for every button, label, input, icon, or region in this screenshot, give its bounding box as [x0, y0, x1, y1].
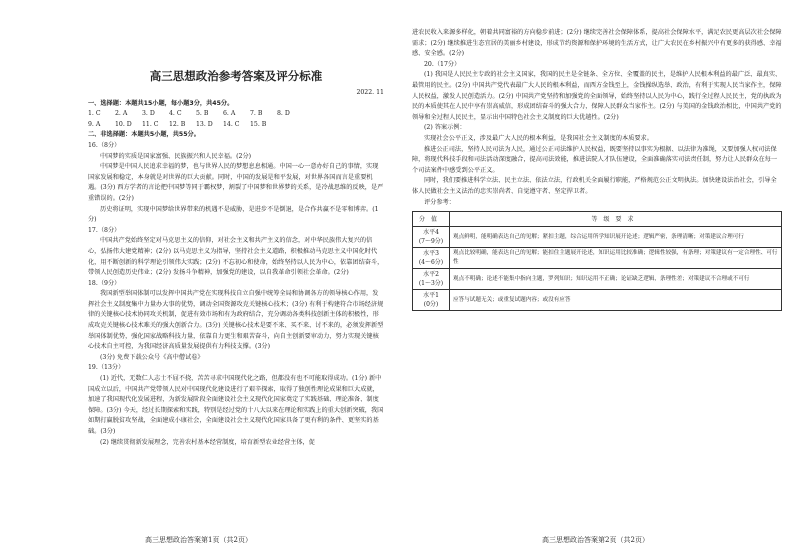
level: 水平2	[423, 271, 439, 279]
date: 2022. 11	[356, 89, 384, 96]
document-title: 高三思想政治参考答案及评分标准	[149, 69, 323, 83]
criteria-cell: 观点不明确；论述不能集中指向主题，罗列知识；知识运用不正确；论证缺乏逻辑，条理性差；对策建议不合理或不可行	[450, 269, 782, 290]
q18-head: 18.（9分）	[88, 279, 121, 287]
answer-row-1	[88, 109, 384, 120]
answer: 2. A	[115, 110, 128, 118]
page-right	[397, 0, 794, 558]
q16-para: 历史将证明，实现中国梦给世界带来的机遇不是威胁，是进步不是倒退，是合作共赢不是零和博弈。(1分)	[88, 205, 379, 224]
table-header-row	[413, 212, 782, 227]
table-header: 分值	[413, 212, 450, 227]
q16-para: 中国梦的实质是国家富强、民族振兴和人民幸福。(2分)	[100, 152, 252, 160]
q20-para: 同时，我们要推进科学立法、民主立法、依法立法，行政机关全面履行职能，严格规范公正文明执法。加快建设法治社会，引导全体人民做社会主义法治的忠实崇尚者、自觉遵守者、坚定捍卫者。	[412, 177, 777, 195]
q20-para: 推进公正司法，坚持人民司法为人民，通过公正司法维护人民权益，既要坚持以事实为根据、以法律为准绳，又要加强人权司法保障，将现代科技手段和司法活动深度融合，提高司法效能，推进法院人才队伍建设，全面准确落实司法责任制，努力让人民群众在每一个司法案件中感受到公平正义。	[412, 145, 778, 174]
answer: 7. B	[250, 110, 263, 118]
answer-row-2	[88, 120, 384, 131]
footer-right: 高三思想政治答案第2页（共2页）	[542, 536, 649, 544]
q20-para: (1) 我国是人民民主专政的社会主义国家，我国的民主是全链条、全方位、全覆盖的民主，是维护人民根本利益的最广泛、最真实、最管用的民主。(2分) 中国共产党代表最广大人民的根本利益，而西方金钱至上，金钱操纵选举、政治，有利于实现人民当家作主，保障人民权益，激发人民创造活力。(2分) 中国共产党坚持和加强党的全面领导，始终坚持以人民为中心，践行全过程人民民主，党的执政为民的本质使其在人民中享有崇高威信，形成团结奋斗的强大合力，保障人民群众当家作主。(2分) 与美国的金钱政治相比，中国共产党的领导和全过程人民民主，显示出中国特色社会主义制度的巨大优越性。(2分)	[412, 71, 782, 121]
level-cell	[413, 269, 450, 290]
answer: 13. D	[196, 120, 213, 128]
score: (0分)	[423, 301, 439, 309]
level: 水平4	[423, 229, 439, 237]
answer: 9. A	[88, 120, 101, 128]
answer: 5. B	[196, 110, 209, 118]
score: (1～3分)	[418, 280, 444, 288]
q16-para: 中国梦是中国人民追求幸福的梦，也与世界人民的梦想息息相通。中国一心一意办好自己的事情，实现国家发展和稳定，本身就是对世界的巨大贡献。同时，中国的发展是和平发展，对世界各国而言是重要机遇。(3分) 西方学者的言论把中国梦等同于霸权梦，割裂了中国梦和世界梦的关系，是冷战思维的反映，是严重错误的。(2分)	[88, 163, 384, 202]
answer: 1. C	[88, 110, 101, 118]
table-header: 等级要求	[450, 212, 782, 227]
section1-heading: 一、选择题：本题共15小题，每小题3分，共45分。	[88, 99, 234, 107]
q18-para: (3分) 免费下载公众号《高中僧试卷》	[100, 353, 204, 361]
q16-head: 16.（8分）	[88, 141, 121, 149]
section2-heading: 二、非选择题：本题共5小题，共55分。	[88, 131, 200, 139]
level-cell	[413, 227, 450, 248]
q17-head: 17.（8分）	[88, 226, 121, 234]
table-row	[413, 269, 782, 290]
level: 水平3	[423, 250, 439, 258]
q20-head: 20.（17分）	[424, 60, 461, 68]
q19-para: (1) 近代，无数仁人志士不屈不挠，苦苦寻求中国现代化之路，但都没有也不可能取得成功。(1分) 新中国成立以后，中国共产党带领人民对中国现代化建设进行了艰辛探索，取得了独创性理论成果和巨大成就，加速了我国现代化发展进程，为新发展阶段全面建设社会主义现代化国家奠定了实践基础、理论准备、制度保障。(3分) 今天，经过长期探索和实践，特别是经过党的十八大以来在理论和实践上的重大创新突破，我国如期打赢脱贫攻坚战，全面建成小康社会，全面建设社会主义现代化国家具备了更有利的条件、更坚实的基础。(3分)	[88, 375, 384, 435]
footer-left: 高三思想政治答案第1页（共2页）	[145, 536, 252, 544]
right-column	[412, 28, 782, 311]
answer: 6. A	[223, 110, 236, 118]
q18-para: 我国新型举国体制可以发挥中国共产党在实现科技自立自强中统筹全局和协调各方的领导核心作用，发挥社会主义制度集中力量办大事的优势，调动全国资源攻克关键核心技术；(3分) 有利于构建符合市场经济规律的关键核心技术协同攻关机制，促进有效市场和有为政府结合，充分调动各类科技创新主体的积极性，形成攻克关键核心技术难关的强大创新合力。(3分) 关键核心技术是要不来、买不来、讨不来的，必须发挥新型举国体制优势，强化国家战略科技力量，依靠自力更生和艰苦奋斗，向自主创新要审动力，努力实现关键核心技术自主可控，为我国经济高质量发展提供有力科技支撑。(3分)	[88, 290, 384, 351]
table-row	[413, 227, 782, 248]
level-cell	[413, 290, 450, 311]
answer: 11. C	[142, 120, 159, 128]
q17-para: 中国共产党始终坚定对马克思主义的信仰，对社会主义和共产主义的信念，对中华民族伟大复兴的信心，弘扬伟大建党精神；(2分) 以马克思主义为指导，坚持社会主义道路，积极推动马克思主义中国化时代化，用不断创新的科学理论引领伟大实践；(2分) 不忘初心和使命，始终坚持以人民为中心，依靠团结奋斗，带领人民创造历史伟业；(2分) 发扬斗争精神，加强党的建设，以自我革命引领社会革命。(2分)	[88, 237, 384, 277]
level: 水平1	[423, 292, 439, 300]
level-cell	[413, 248, 450, 269]
score: (4～6分)	[418, 259, 444, 267]
score: (7～9分)	[418, 238, 444, 246]
q20-para: 评分参考：	[424, 198, 455, 206]
q19-head: 19.（13分）	[88, 364, 125, 372]
criteria-cell: 观点鲜明，能明确表达自己的见解；紧扣主题，综合运用所学知识展开论述；逻辑严密，条理清晰；对策建议合理可行	[450, 227, 782, 248]
scoring-table	[412, 211, 782, 311]
answer: 12. B	[169, 120, 186, 128]
answer: 15. B	[250, 120, 267, 128]
criteria-cell: 应答与试题无关；或重复试题内容；或没有应答	[450, 290, 782, 311]
q19-para: (2) 继续贯彻新发展理念，完善农村基本经营制度，培育新型农业经营主体，促	[100, 438, 315, 446]
table-row	[413, 248, 782, 269]
table-row	[413, 290, 782, 311]
answer: 4. C	[169, 110, 182, 118]
answer: 3. D	[142, 110, 155, 118]
criteria-cell: 观点比较明确，能表达自己的见解；能扣住主题展开论述，知识运用比较准确；逻辑性较强，有条理；对策建议有一定合理性、可行性	[450, 248, 782, 269]
q19-continued: 进农民收入来源多样化，朝着共同富裕的方向稳步前进；(2分) 继续完善社会保障体系，提高社会保障水平，满足农民更高层次社会保障需求；(2分) 继续推进生态宜居的美丽乡村建设，形成节约资源和保护环境的生活方式，让广大农民在乡村振兴中有更多的获得感、幸福感、安全感。(2分)	[412, 29, 782, 58]
answer: 8. D	[277, 110, 290, 118]
q20-para: (2) 答案示例：	[424, 124, 466, 132]
q20-para: 实现社会公平正义，涉及最广大人民的根本利益，是我国社会主义制度的本质要求。	[424, 134, 653, 142]
answer: 10. D	[115, 120, 132, 128]
answer: 14. C	[223, 120, 240, 128]
left-column	[88, 88, 384, 448]
